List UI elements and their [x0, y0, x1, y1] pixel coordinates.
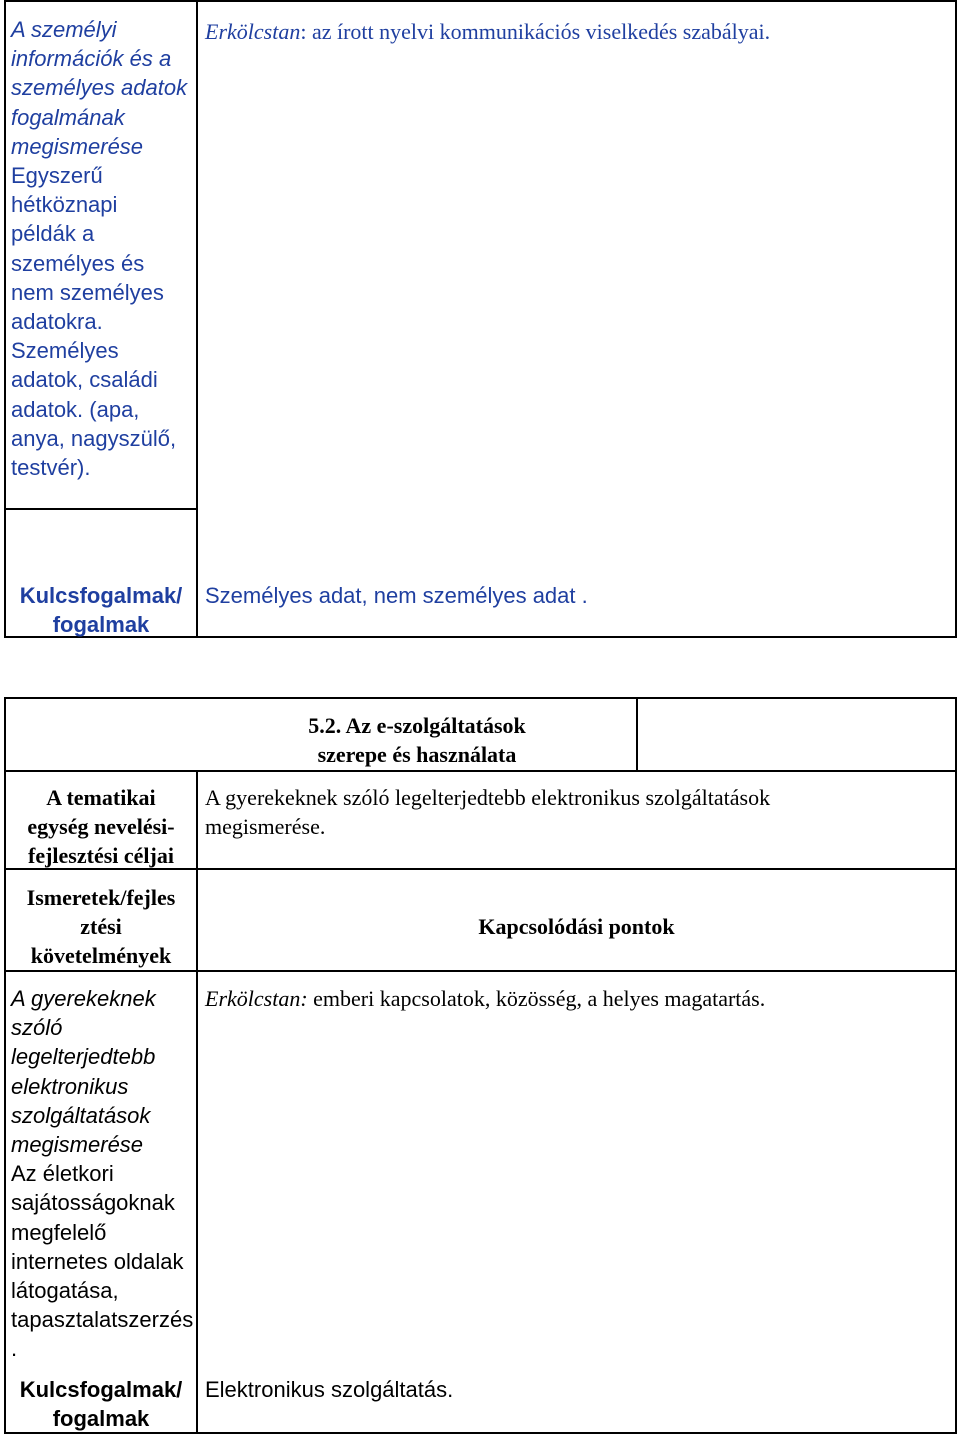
connection-subject-2: Erkölcstan:: [205, 986, 308, 1011]
requirements-description: Az életkori sajátosságoknak megfelelő internetes oldalak látogatása, tapasztalatszerzés .: [11, 1161, 194, 1362]
connection-text-2: Erkölcstan: emberi kapcsolatok, közösség, a helyes magatartás.: [205, 986, 766, 1011]
topic-title: A személyi információk és a személyes adatok fogalmának megismerése: [11, 17, 188, 159]
topic-content-cell: [11, 15, 196, 482]
requirements-content-cell: [11, 984, 196, 1364]
requirements-title: A gyerekeknek szóló legelterjedtebb elektronikus szolgáltatások megismerése: [11, 986, 156, 1158]
key-concepts-value: Személyes adat, nem személyes adat .: [205, 583, 588, 608]
connection-text: Erkölcstan: az írott nyelvi kommunikációs viselkedés szabályai.: [205, 19, 771, 44]
key-concepts-label: Kulcsfogalmak/ fogalmak: [19, 583, 183, 638]
connection-subject: Erkölcstan: [205, 19, 301, 44]
key-concepts-value-2: Elektronikus szolgáltatás.: [205, 1377, 454, 1402]
topic-description: Egyszerű hétköznapi példák a személyes és nem személyes adatokra. Személyes adatok, családi adatok. (apa, anya, nagyszülő, testvér).: [11, 163, 177, 481]
goals-label: A tematikai egység nevelési- fejlesztési céljai: [27, 785, 175, 869]
section-title: 5.2. Az e-szolgáltatások szerepe és használata: [308, 713, 526, 768]
connections-header: Kapcsolódási pontok: [478, 914, 675, 939]
requirements-label: Ismeretek/fejles ztési követelmények: [26, 885, 176, 969]
goals-text: A gyerekeknek szóló legelterjedtebb elektronikus szolgáltatások megismerése.: [205, 785, 771, 840]
key-concepts-label-2: Kulcsfogalmak/ fogalmak: [19, 1377, 183, 1432]
